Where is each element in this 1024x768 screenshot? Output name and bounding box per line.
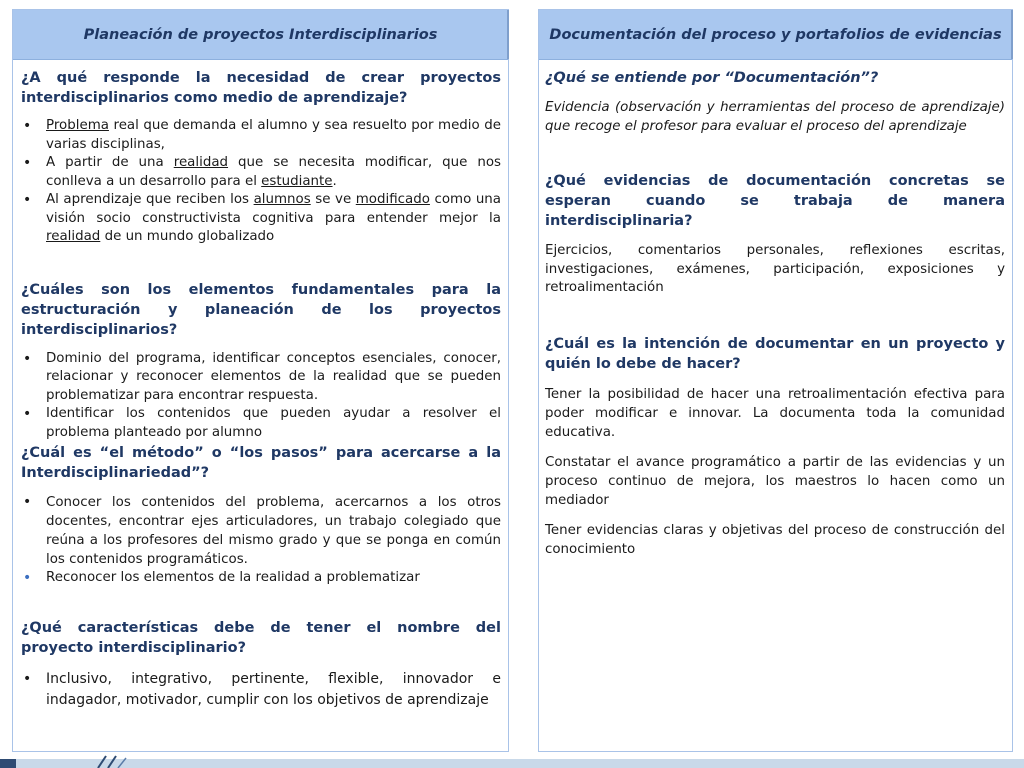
- question-heading: ¿Qué evidencias de documentación concretas se esperan cuando se trabaja de manera interdisciplinaria?: [545, 173, 1005, 229]
- list-item: • Inclusivo, integrativo, pertinente, flexible, innovador e indagador, motivador, cumplir con los objetivos de aprendizaje: [21, 669, 501, 711]
- list-item: • Conocer los contenidos del problema, acercarnos a los otros docentes, encontrar ejes articuladores, un trabajo colegiado que reúna a los profesores del mismo grado y que se ponga en común los contenidos programáticos.: [21, 493, 501, 569]
- answer-list: [21, 669, 501, 711]
- answer-text: Tener la posibilidad de hacer una retroalimentación efectiva para poder modificar e innovar. La documenta toda la comunidad educativa.: [545, 386, 1005, 440]
- question-heading: ¿Qué se entiende por “Documentación”?: [545, 70, 879, 86]
- right-panel: [538, 9, 1013, 752]
- list-item: • Identificar los contenidos que pueden ayudar a resolver el problema planteado por alumno: [21, 405, 501, 442]
- list-item: • Al aprendizaje que reciben los alumnos se ve modificado como una visión socio constructivista cognitiva para entender mejor la realidad de un mundo globalizado: [21, 191, 501, 247]
- footer-strip: [0, 759, 1024, 768]
- right-panel-body: [539, 60, 1012, 559]
- answer-list: [21, 493, 501, 588]
- list-item: • Problema real que demanda el alumno y sea resuelto por medio de varias disciplinas,: [21, 117, 501, 154]
- question-heading: ¿A qué responde la necesidad de crear proyectos interdisciplinarios como medio de aprendizaje?: [21, 70, 501, 106]
- left-panel: [12, 9, 509, 752]
- answer-text: Ejercicios, comentarios personales, reflexiones escritas, investigaciones, exámenes, participación, exposiciones y retroalimentación: [545, 243, 1005, 295]
- question-heading: ¿Cuáles son los elementos fundamentales para la estructuración y planeación de los proyectos interdisciplinarios?: [21, 281, 501, 338]
- left-panel-header: Planeación de proyectos Interdisciplinarios: [13, 10, 508, 60]
- question-heading: ¿Cuál es la intención de documentar en un proyecto y quién lo debe de hacer?: [545, 335, 1005, 372]
- list-item: • Dominio del programa, identificar conceptos esenciales, conocer, relacionar y reconocer elementos de la realidad que se pueden problematizar para encontrar respuesta.: [21, 350, 501, 406]
- answer-list: [21, 350, 501, 443]
- answer-text: Tener evidencias claras y objetivas del proceso de construcción del conocimiento: [545, 522, 1005, 557]
- footer-swoosh-icon: [92, 754, 142, 768]
- question-heading: ¿Cuál es “el método” o “los pasos” para acercarse a la Interdisciplinariedad”?: [21, 445, 501, 481]
- footer-mark: [0, 759, 16, 768]
- list-item: • A partir de una realidad que se necesita modificar, que nos conlleva a un desarrollo para el estudiante.: [21, 154, 501, 191]
- answer-text: Constatar el avance programático a partir de las evidencias y un proceso continuo de mejora, los maestros lo hacen como un mediador: [545, 454, 1005, 508]
- answer-list: [21, 117, 501, 247]
- right-panel-header: Documentación del proceso y portafolios de evidencias: [539, 10, 1012, 60]
- answer-text: Evidencia (observación y herramientas del proceso de aprendizaje) que recoge el profesor para evaluar el proceso del aprendizaje: [545, 100, 1005, 134]
- left-panel-body: [13, 60, 508, 711]
- list-item: • Reconocer los elementos de la realidad a problematizar: [21, 569, 501, 588]
- question-heading: ¿Qué características debe de tener el nombre del proyecto interdisciplinario?: [21, 619, 501, 656]
